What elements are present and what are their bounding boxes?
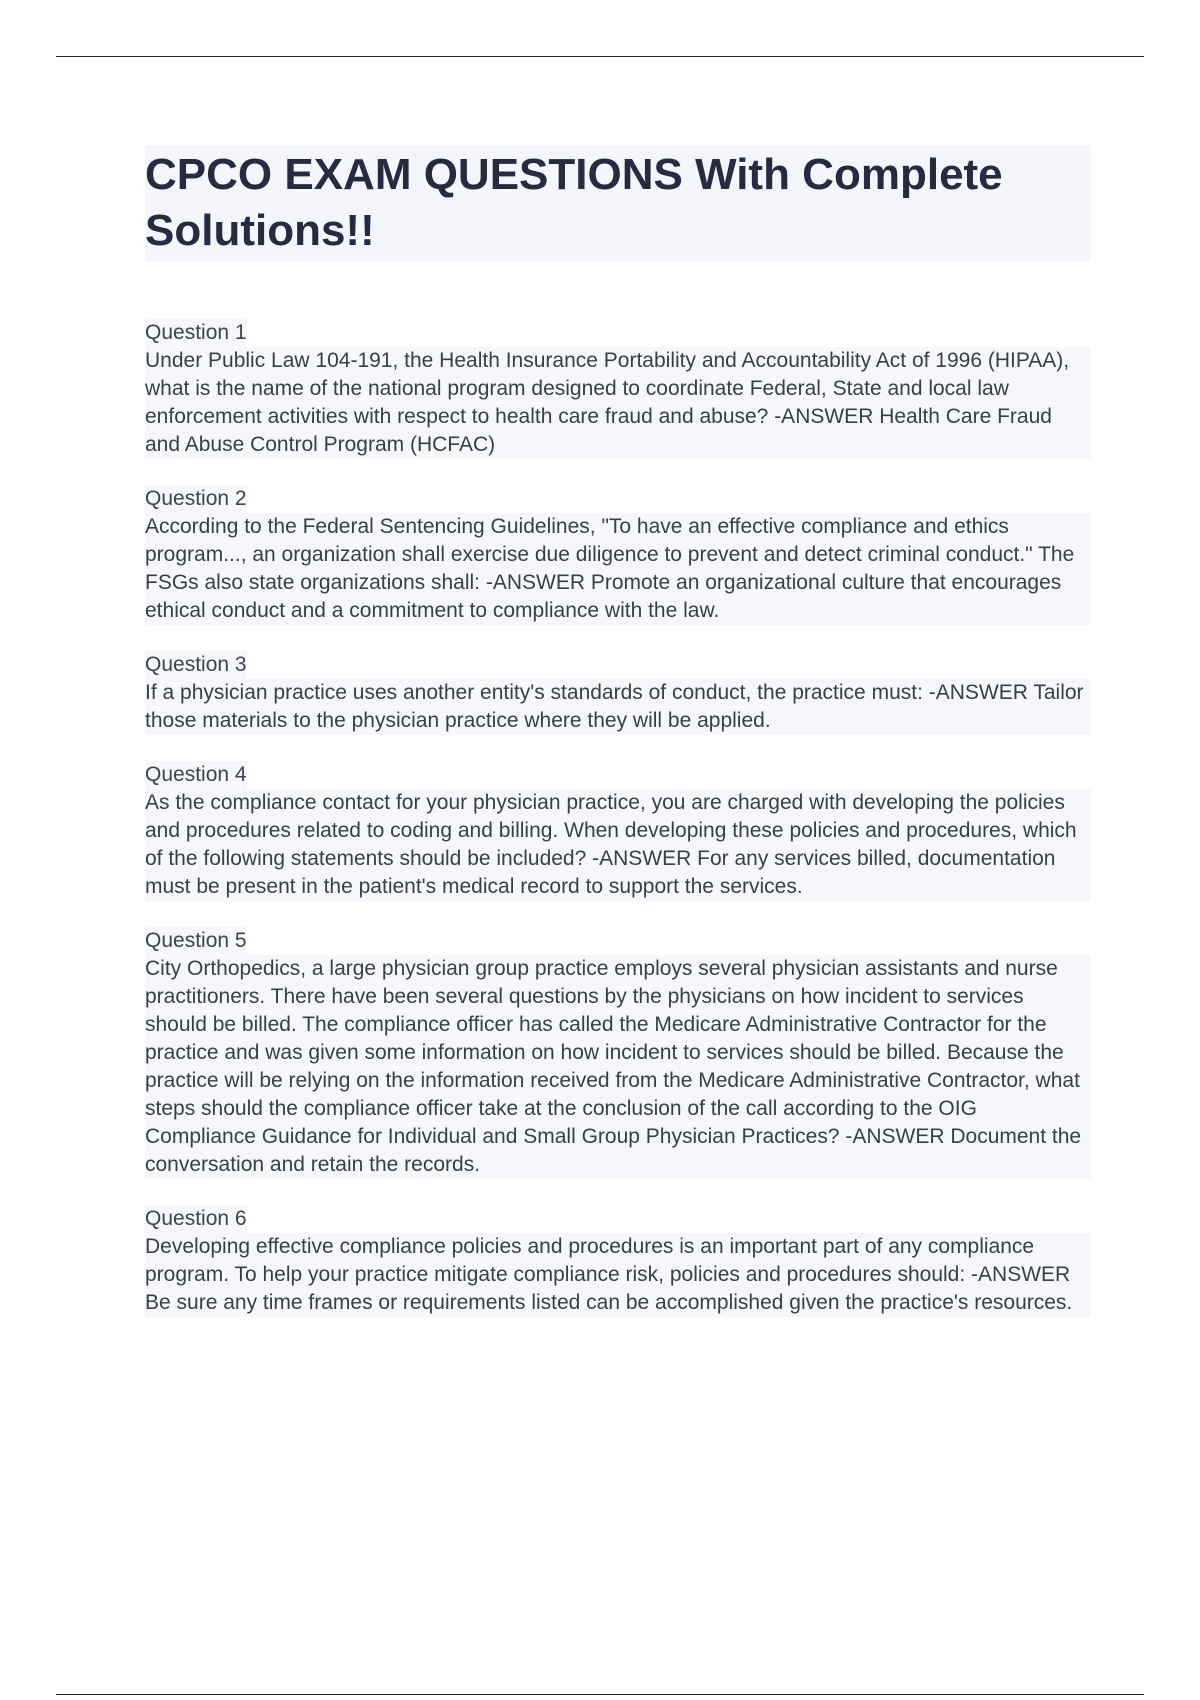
question-label: Question 6 bbox=[145, 1205, 247, 1233]
document-body bbox=[145, 145, 1091, 1343]
question-label: Question 1 bbox=[145, 319, 247, 347]
question-item-5 bbox=[145, 927, 1091, 1179]
question-label: Question 4 bbox=[145, 761, 247, 789]
question-text: Developing effective compliance policies and procedures is an important part of any compliance program. To help your practice mitigate compliance risk, policies and procedures should: -ANSWER Be sure any time frames or requirements listed can be accomplished given the practice's resources. bbox=[145, 1233, 1091, 1317]
question-label: Question 2 bbox=[145, 485, 247, 513]
question-text: According to the Federal Sentencing Guidelines, "To have an effective compliance and ethics program..., an organization shall exercise due diligence to prevent and detect criminal conduct." The FSGs also state organizations shall: -ANSWER Promote an organizational culture that encourages ethical conduct and a commitment to compliance with the law. bbox=[145, 513, 1091, 625]
question-text: As the compliance contact for your physician practice, you are charged with developing the policies and procedures related to coding and billing. When developing these policies and procedures, which of the following statements should be included? -ANSWER For any services billed, documentation must be present in the patient's medical record to support the services. bbox=[145, 789, 1091, 901]
top-divider bbox=[56, 56, 1144, 57]
question-label: Question 5 bbox=[145, 927, 247, 955]
question-text: City Orthopedics, a large physician group practice employs several physician assistants and nurse practitioners. There have been several questions by the physicians on how incident to services should be billed. The compliance officer has called the Medicare Administrative Contractor for the practice and was given some information on how incident to services should be billed. Because the practice will be relying on the information received from the Medicare Administrative Contractor, what steps should the compliance officer take at the conclusion of the call according to the OIG Compliance Guidance for Individual and Small Group Physician Practices? -ANSWER Document the conversation and retain the records. bbox=[145, 955, 1091, 1179]
question-text: If a physician practice uses another entity's standards of conduct, the practice must: -ANSWER Tailor those materials to the physician practice where they will be applied. bbox=[145, 679, 1091, 735]
question-text: Under Public Law 104-191, the Health Insurance Portability and Accountability Act of 1996 (HIPAA), what is the name of the national program designed to coordinate Federal, State and local law enforcement activities with respect to health care fraud and abuse? -ANSWER Health Care Fraud and Abuse Control Program (HCFAC) bbox=[145, 347, 1091, 459]
question-item-4 bbox=[145, 761, 1091, 901]
question-item-2 bbox=[145, 485, 1091, 625]
question-list bbox=[145, 319, 1091, 1317]
question-item-3 bbox=[145, 651, 1091, 735]
bottom-divider bbox=[56, 1694, 1144, 1695]
question-item-1 bbox=[145, 319, 1091, 459]
document-title: CPCO EXAM QUESTIONS With Complete Solutions!! bbox=[145, 145, 1091, 261]
question-item-6 bbox=[145, 1205, 1091, 1317]
question-label: Question 3 bbox=[145, 651, 247, 679]
